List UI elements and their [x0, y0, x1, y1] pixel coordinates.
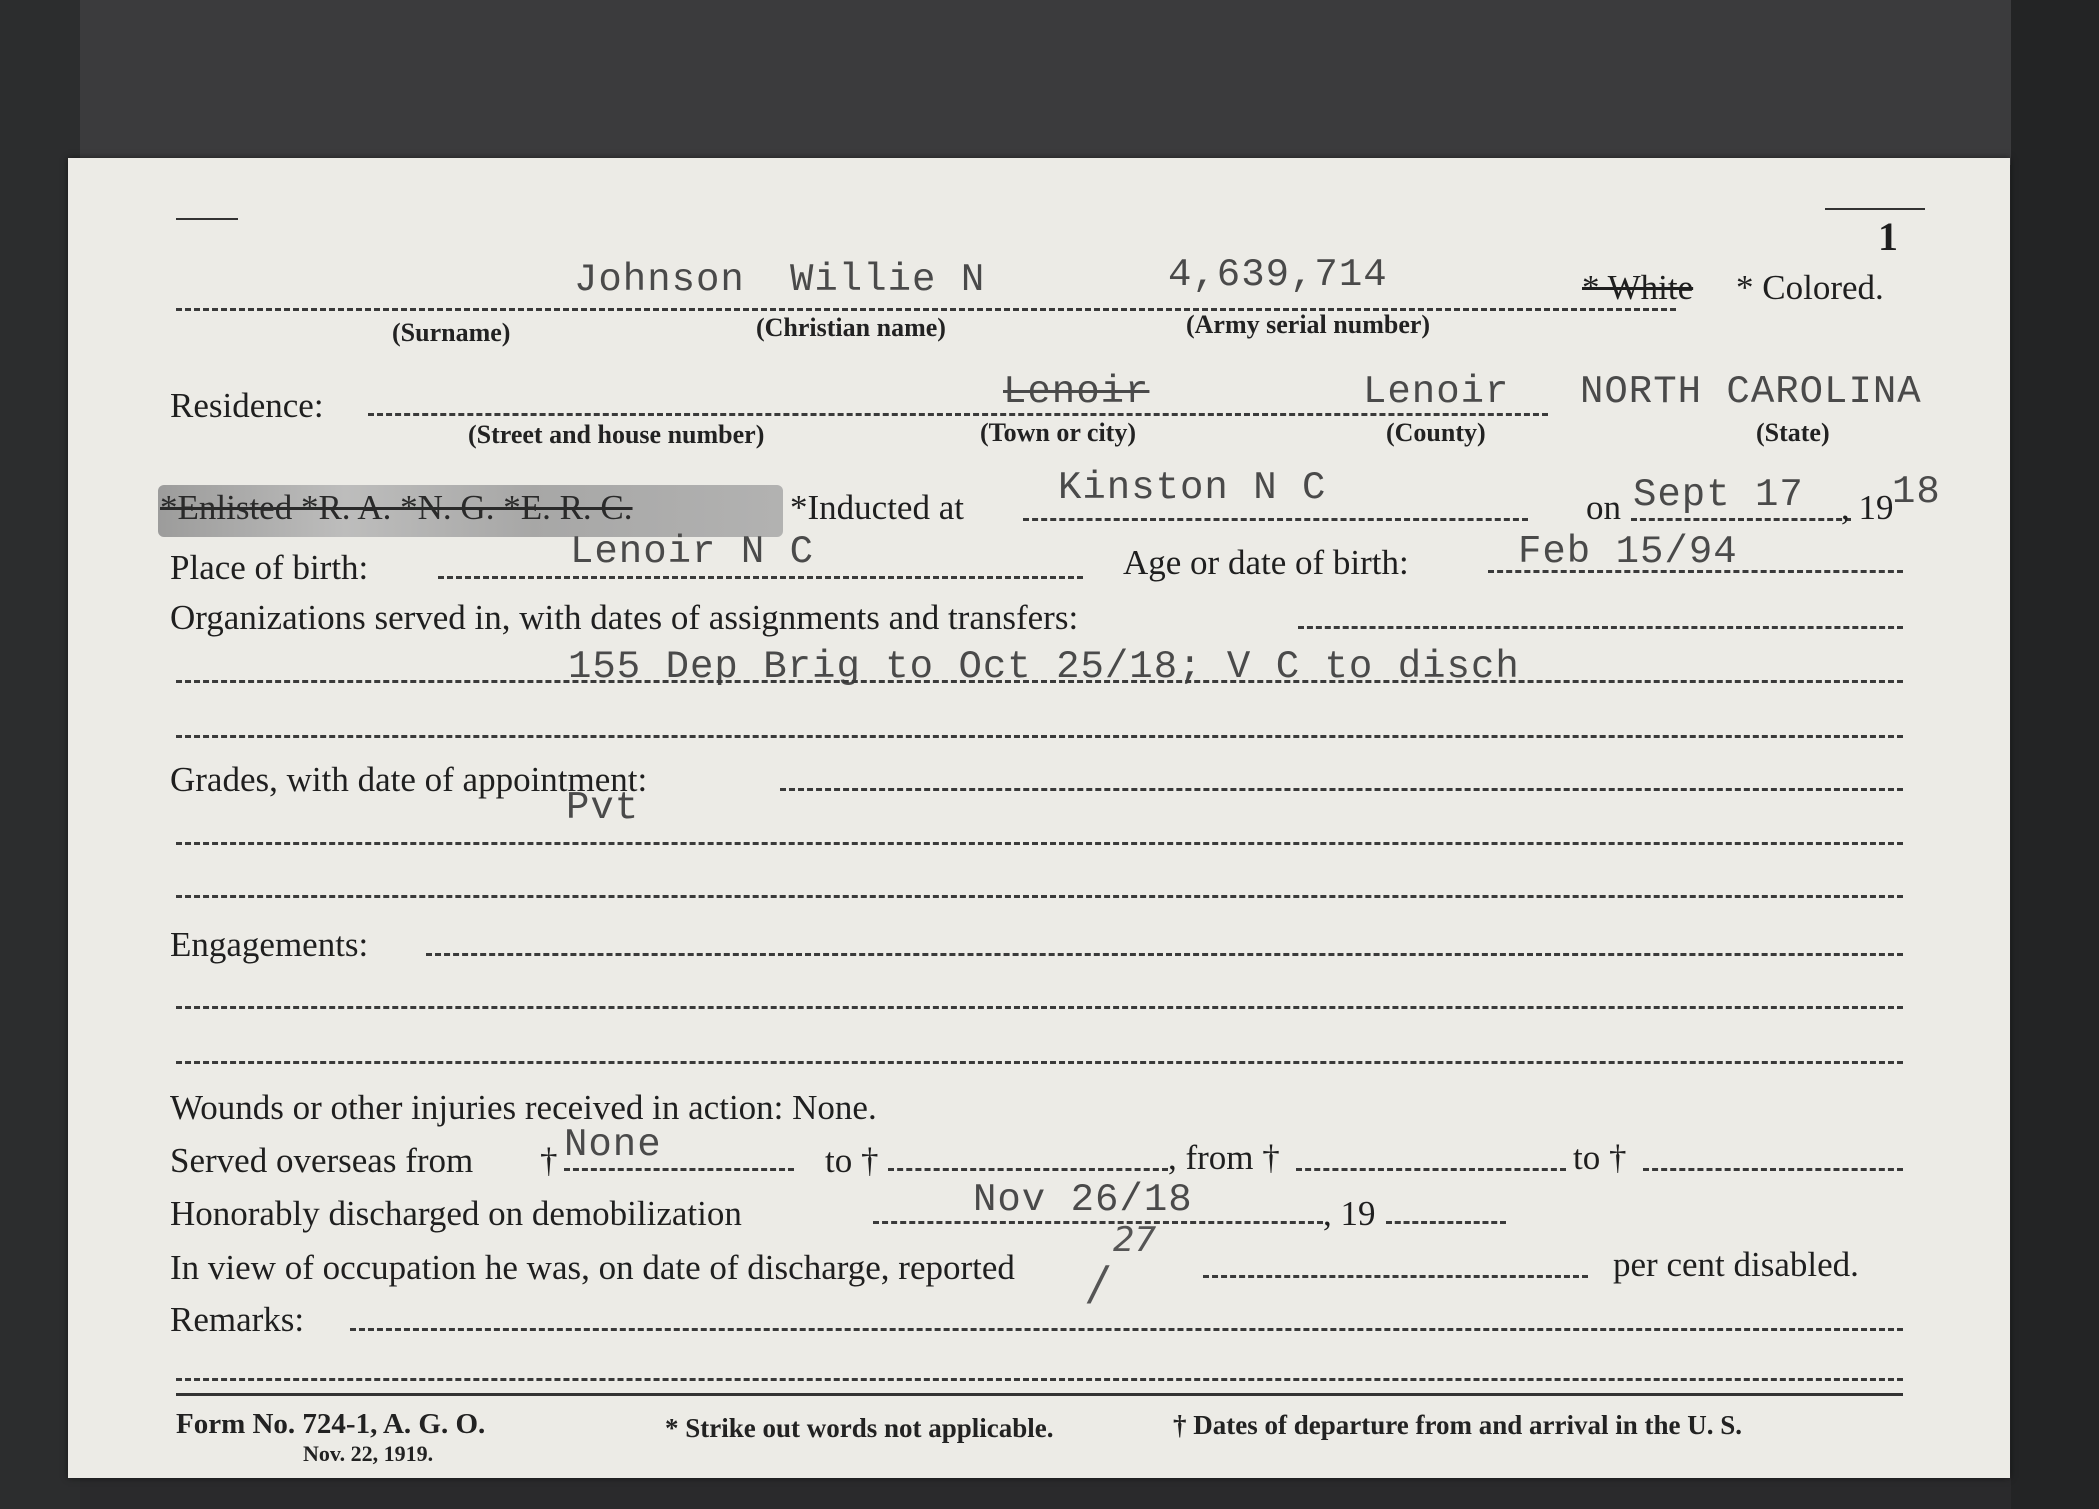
- grades-line-3: [176, 895, 1903, 898]
- engagements-line-3: [176, 1061, 1903, 1064]
- organizations-line-3: [176, 735, 1903, 738]
- remarks-line-2: [176, 1378, 1903, 1381]
- grades-line-2: [176, 842, 1903, 845]
- organizations-label: Organizations served in, with dates of assignments and transfers:: [170, 598, 1079, 637]
- disability-label: In view of occupation he was, on date of discharge, reported: [170, 1248, 1015, 1287]
- discharge-year-line: [1386, 1221, 1506, 1224]
- discharge-date: Nov 26/18: [973, 1178, 1193, 1222]
- overseas-from2-label: , from †: [1168, 1138, 1280, 1177]
- surname-value: Johnson: [574, 258, 745, 302]
- race-colored-option: * Colored.: [1736, 268, 1884, 307]
- residence-label: Residence:: [170, 386, 324, 425]
- caption-street: (Street and house number): [468, 420, 765, 449]
- disability-suffix: per cent disabled.: [1613, 1245, 1859, 1284]
- engagements-line-2: [176, 1006, 1903, 1009]
- background-right: [2011, 0, 2099, 1509]
- inducted-line: [1023, 518, 1528, 521]
- footnote-dates: † Dates of departure from and arrival in the U. S.: [1173, 1410, 1742, 1440]
- remarks-label: Remarks:: [170, 1300, 305, 1339]
- overseas-from-value: None: [564, 1123, 662, 1167]
- birth-place-label: Place of birth:: [170, 548, 369, 587]
- top-right-rule: [1825, 208, 1925, 210]
- name-line: [176, 308, 1676, 311]
- inducted-date: Sept 17: [1633, 473, 1804, 517]
- birth-place-line: [438, 576, 1083, 579]
- serial-number-value: 4,639,714: [1168, 253, 1388, 297]
- grades-line-1: [780, 788, 1903, 791]
- remarks-line-1: [350, 1328, 1903, 1331]
- caption-serial-number: (Army serial number): [1186, 310, 1431, 339]
- engagements-line-1: [426, 953, 1903, 956]
- inducted-label: *Inducted at: [790, 488, 964, 527]
- top-left-rule: [176, 218, 238, 220]
- discharge-label: Honorably discharged on demobilization: [170, 1194, 742, 1233]
- overseas-to2-line: [1643, 1168, 1903, 1171]
- overseas-to2-label: to †: [1573, 1138, 1627, 1177]
- footnote-strike: * Strike out words not applicable.: [665, 1413, 1054, 1443]
- inducted-on-label: on: [1586, 488, 1621, 527]
- disability-handwritten-slash: /: [1090, 1256, 1106, 1310]
- enlisted-options: *Enlisted *R. A. *N. G. *E. R. C.: [160, 488, 633, 527]
- inducted-date-line: [1631, 518, 1851, 521]
- overseas-to-label: to †: [825, 1141, 879, 1180]
- organizations-value: 155 Dep Brig to Oct 25/18; V C to disch: [568, 645, 1520, 689]
- background-top: [0, 0, 2099, 165]
- overseas-from-line: [564, 1168, 794, 1171]
- caption-state: (State): [1756, 418, 1830, 447]
- wounds-label: Wounds or other injuries received in action: None.: [170, 1088, 877, 1127]
- birth-date-label: Age or date of birth:: [1123, 543, 1409, 582]
- grades-value: Pvt: [566, 786, 640, 830]
- overseas-to-line: [888, 1168, 1168, 1171]
- organizations-line-2: [176, 680, 1903, 683]
- engagements-label: Engagements:: [170, 925, 369, 964]
- residence-town-struck: Lenoir: [1003, 370, 1150, 414]
- overseas-label: Served overseas from: [170, 1141, 474, 1180]
- caption-town: (Town or city): [980, 418, 1136, 447]
- overseas-from2-line: [1296, 1168, 1566, 1171]
- race-white-option: * White: [1582, 268, 1694, 307]
- caption-county: (County): [1386, 418, 1486, 447]
- disability-line: [1203, 1275, 1588, 1278]
- overseas-dagger: †: [540, 1141, 558, 1180]
- birth-date: Feb 15/94: [1518, 530, 1738, 574]
- grades-label: Grades, with date of appointment:: [170, 760, 648, 799]
- form-date: Nov. 22, 1919.: [303, 1441, 434, 1466]
- christian-name-value: Willie N: [790, 258, 986, 302]
- organizations-line-1: [1298, 626, 1903, 629]
- disability-handwritten-number: 27: [1113, 1220, 1157, 1260]
- inducted-place: Kinston N C: [1058, 466, 1327, 510]
- card-number: 1: [1878, 214, 1898, 259]
- caption-surname: (Surname): [392, 318, 511, 347]
- record-card: [68, 158, 2010, 1478]
- residence-county: Lenoir: [1363, 370, 1510, 414]
- residence-state: NORTH CAROLINA: [1580, 370, 1922, 414]
- inducted-year: 18: [1892, 470, 1941, 514]
- discharge-year-suffix: , 19: [1323, 1194, 1376, 1233]
- caption-christian-name: (Christian name): [756, 313, 946, 342]
- footer-rule: [176, 1393, 1903, 1396]
- birth-place: Lenoir N C: [570, 530, 815, 574]
- form-number: Form No. 724-1, A. G. O.: [176, 1408, 486, 1440]
- inducted-year-prefix: , 19: [1841, 488, 1894, 527]
